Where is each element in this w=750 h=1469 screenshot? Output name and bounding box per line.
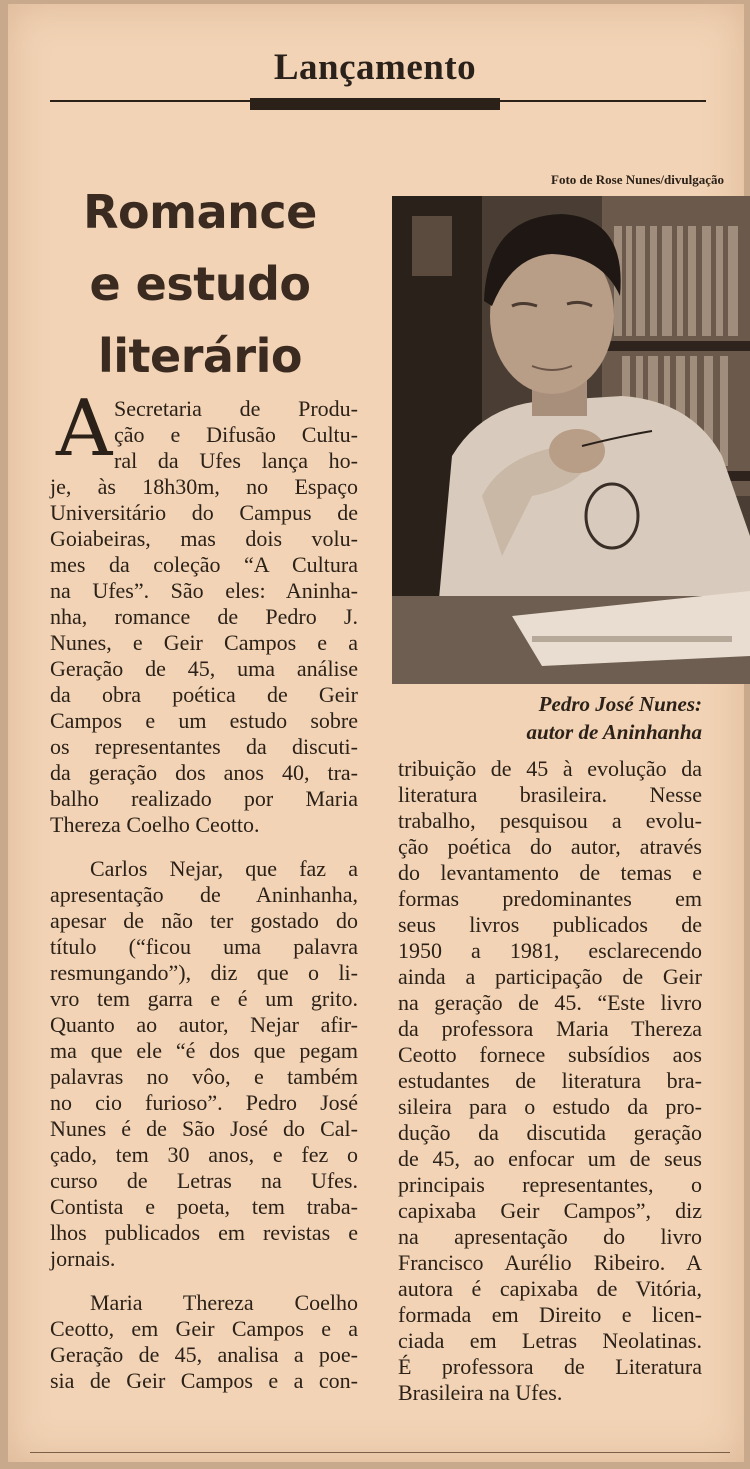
article-line: título (“ficou uma palavra xyxy=(50,934,358,959)
article-line: ção poética do autor, através xyxy=(398,834,702,859)
article-line: na apresentação do livro xyxy=(398,1224,702,1249)
article-line: apresentação de Aninhanha, xyxy=(50,882,358,907)
article-line: palavras no vôo, e também xyxy=(50,1064,358,1089)
article-line: ção e Difusão Cultu- xyxy=(114,422,358,447)
article-line: Goiabeiras, mas dois volu- xyxy=(50,526,358,551)
article-line: autora é capixaba de Vitória, xyxy=(398,1276,702,1301)
article-line: É professora de Literatura xyxy=(398,1354,702,1379)
article-column-left xyxy=(50,396,358,1394)
article-line: da professora Maria Thereza xyxy=(398,1016,702,1041)
article-line: Maria Thereza Coelho xyxy=(90,1290,358,1315)
article-line: nha, romance de Pedro J. xyxy=(50,604,358,629)
article-line: sia de Geir Campos e a con- xyxy=(50,1368,358,1393)
article-line: Contista e poeta, tem traba- xyxy=(50,1194,358,1219)
article-line: Geração de 45, uma análise xyxy=(50,656,358,681)
article-line xyxy=(50,838,358,856)
article-line: do levantamento de temas e xyxy=(398,860,702,885)
article-line: formada em Direito e licen- xyxy=(398,1302,702,1327)
article-line: Francisco Aurélio Ribeiro. A xyxy=(398,1250,702,1275)
article-line: Universitário do Campus de xyxy=(50,500,358,525)
article-line: balho realizado por Maria xyxy=(50,786,358,811)
article-column-right xyxy=(398,756,702,1406)
article-line: Thereza Coelho Ceotto. xyxy=(50,812,260,837)
article-line: capixaba Geir Campos”, diz xyxy=(398,1198,702,1223)
caption-line: autor de Aninhanha xyxy=(526,720,702,744)
article-line: ciada em Letras Neolatinas. xyxy=(398,1328,702,1353)
article-line: Quanto ao autor, Nejar afir- xyxy=(50,1012,358,1037)
article-line: lhos publicados em revistas e xyxy=(50,1220,358,1245)
article-line: dução da discutida geração xyxy=(398,1120,702,1145)
article-line: vro tem garra e é um grito. xyxy=(50,986,358,1011)
article-line: na Ufes”. São eles: Aninha- xyxy=(50,578,358,603)
article-line: seus livros publicados de xyxy=(398,912,702,937)
article-line: principais representantes, o xyxy=(398,1172,702,1197)
article-line: ainda a participação de Geir xyxy=(398,964,702,989)
article-line: apesar de não ter gostado do xyxy=(50,908,358,933)
article-line: ral da Ufes lança ho- xyxy=(114,448,358,473)
article-line: trabalho, pesquisou a evolu- xyxy=(398,808,702,833)
article-line: tribuição de 45 à evolução da xyxy=(398,756,702,781)
article-line: resmungando”), diz que o li- xyxy=(50,960,358,985)
article-line: Secretaria de Produ- xyxy=(114,396,358,421)
article-line: sileira para o estudo da pro- xyxy=(398,1094,702,1119)
headline-line: e estudo xyxy=(89,257,311,311)
article-line: literatura brasileira. Nesse xyxy=(398,782,702,807)
article-line: Ceotto, em Geir Campos e a xyxy=(50,1316,358,1341)
drop-cap: A xyxy=(56,384,113,474)
article-line: estudantes de literatura bra- xyxy=(398,1068,702,1093)
article-line: Nunes é de São José do Cal- xyxy=(50,1116,358,1141)
article-line: Carlos Nejar, que faz a xyxy=(90,856,358,881)
article-line: de 45, ao enfocar um de seus xyxy=(398,1146,702,1171)
headline xyxy=(40,176,360,392)
article-line: Ceotto fornece subsídios aos xyxy=(398,1042,702,1067)
author-photo-image xyxy=(392,196,750,684)
photo-caption xyxy=(402,690,702,746)
caption-line: Pedro José Nunes: xyxy=(538,692,702,716)
headline-line: literário xyxy=(97,329,302,383)
article-line: 1950 a 1981, esclarecendo xyxy=(398,938,702,963)
article-line: çado, tem 30 anos, e fez o xyxy=(50,1142,358,1167)
photo-credit: Foto de Rose Nunes/divulgação xyxy=(551,172,724,187)
article-line: formas predominantes em xyxy=(398,886,702,911)
article-line: no cio furioso”. Pedro José xyxy=(50,1090,358,1115)
section-title: Lançamento xyxy=(273,47,477,88)
article-line: jornais. xyxy=(50,1246,116,1271)
article-line xyxy=(50,1272,358,1290)
headline-line: Romance xyxy=(83,185,317,239)
bottom-rule xyxy=(30,1452,730,1453)
article-line: Geração de 45, analisa a poe- xyxy=(50,1342,358,1367)
article-line: Campos e um estudo sobre xyxy=(50,708,358,733)
article-line: na geração de 45. “Este livro xyxy=(398,990,702,1015)
article-line: ma que ele “é dos que pegam xyxy=(50,1038,358,1063)
author-photo xyxy=(392,196,750,684)
article-line: Brasileira na Ufes. xyxy=(398,1380,563,1405)
section-rule-bar xyxy=(250,98,500,110)
article-line: da obra poética de Geir xyxy=(50,682,358,707)
article-line: je, às 18h30m, no Espaço xyxy=(50,474,358,499)
article-line: os representantes da discuti- xyxy=(50,734,358,759)
article-line: curso de Letras na Ufes. xyxy=(50,1168,358,1193)
article-line: Nunes, e Geir Campos e a xyxy=(50,630,358,655)
article-line: mes da coleção “A Cultura xyxy=(50,552,358,577)
article-line: da geração dos anos 40, tra- xyxy=(50,760,358,785)
